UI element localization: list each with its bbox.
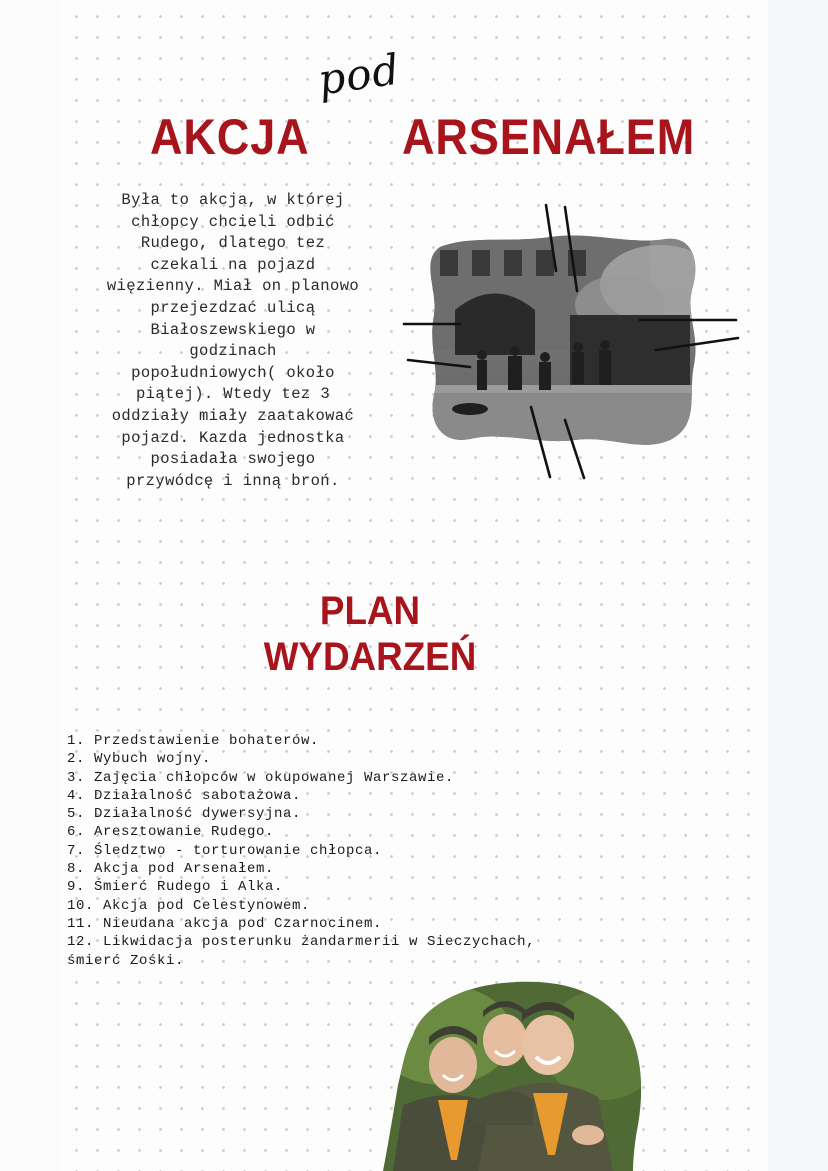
title-arsenalem: ARSENAŁEM (402, 109, 696, 165)
intro-line: oddziały miały zaatakować (111, 406, 355, 425)
plan-item: 2. Wybuch wojny. (67, 751, 212, 768)
page-margin-right (768, 0, 828, 1171)
plan-item: 8. Akcja pod Arsenałem. (67, 861, 275, 878)
plan-item: 1. Przedstawienie bohaterów. (67, 733, 320, 749)
intro-line: Białoszewskiego w (150, 320, 316, 339)
plan-item: 12. Likwidacja posterunku żandarmerii w Sieczychach, (67, 934, 536, 951)
intro-line: przywódcę i inną broń. (126, 471, 340, 490)
intro-paragraph (74, 190, 392, 492)
intro-line: pojazd. Kazda jednostka (121, 428, 345, 447)
intro-line: chłopcy chcieli odbić (131, 212, 335, 231)
intro-line: Rudego, dlatego tez (140, 234, 326, 253)
intro-line: godzinach (189, 342, 277, 361)
intro-line: posiadała swojego (150, 450, 316, 469)
plan-item: 9. Śmierć Rudego i Alka. (67, 879, 284, 896)
intro-line: popołudniowych( około (131, 363, 335, 382)
plan-item: śmierć Zośki. (67, 952, 185, 969)
plan-item: 11. Nieudana akcja pod Czarnocinem. (67, 915, 383, 932)
plan-list (67, 732, 667, 970)
plan-title-line1: PLAN (319, 589, 421, 633)
intro-line: czekali na pojazd (150, 255, 316, 274)
plan-title (241, 588, 499, 680)
scouts-photo (383, 975, 645, 1171)
title-akcja: AKCJA (150, 109, 310, 165)
plan-item: 10. Akcja pod Celestynowem. (67, 897, 311, 914)
intro-line: Była to akcja, w której (121, 191, 345, 209)
plan-title-line2: WYDARZEŃ (263, 635, 477, 679)
plan-item: 6. Aresztowanie Rudego. (67, 824, 275, 841)
intro-line: piątej). Wtedy tez 3 (135, 385, 331, 404)
intro-line: więzienny. Miał on planowo (106, 277, 360, 296)
plan-item: 5. Działalność dywersyjna. (67, 806, 302, 823)
page-margin-left (0, 0, 60, 1171)
plan-item: 3. Zajęcia chłopców w okupowanej Warszawie. (67, 769, 455, 786)
title-pod-script: pod (314, 44, 404, 105)
historical-photo (400, 195, 745, 485)
plan-item: 7. Śledztwo - torturowanie chłopca. (67, 842, 383, 859)
intro-line: przejezdzać ulicą (150, 298, 316, 317)
plan-item: 4. Działalność sabotażowa. (67, 787, 302, 804)
